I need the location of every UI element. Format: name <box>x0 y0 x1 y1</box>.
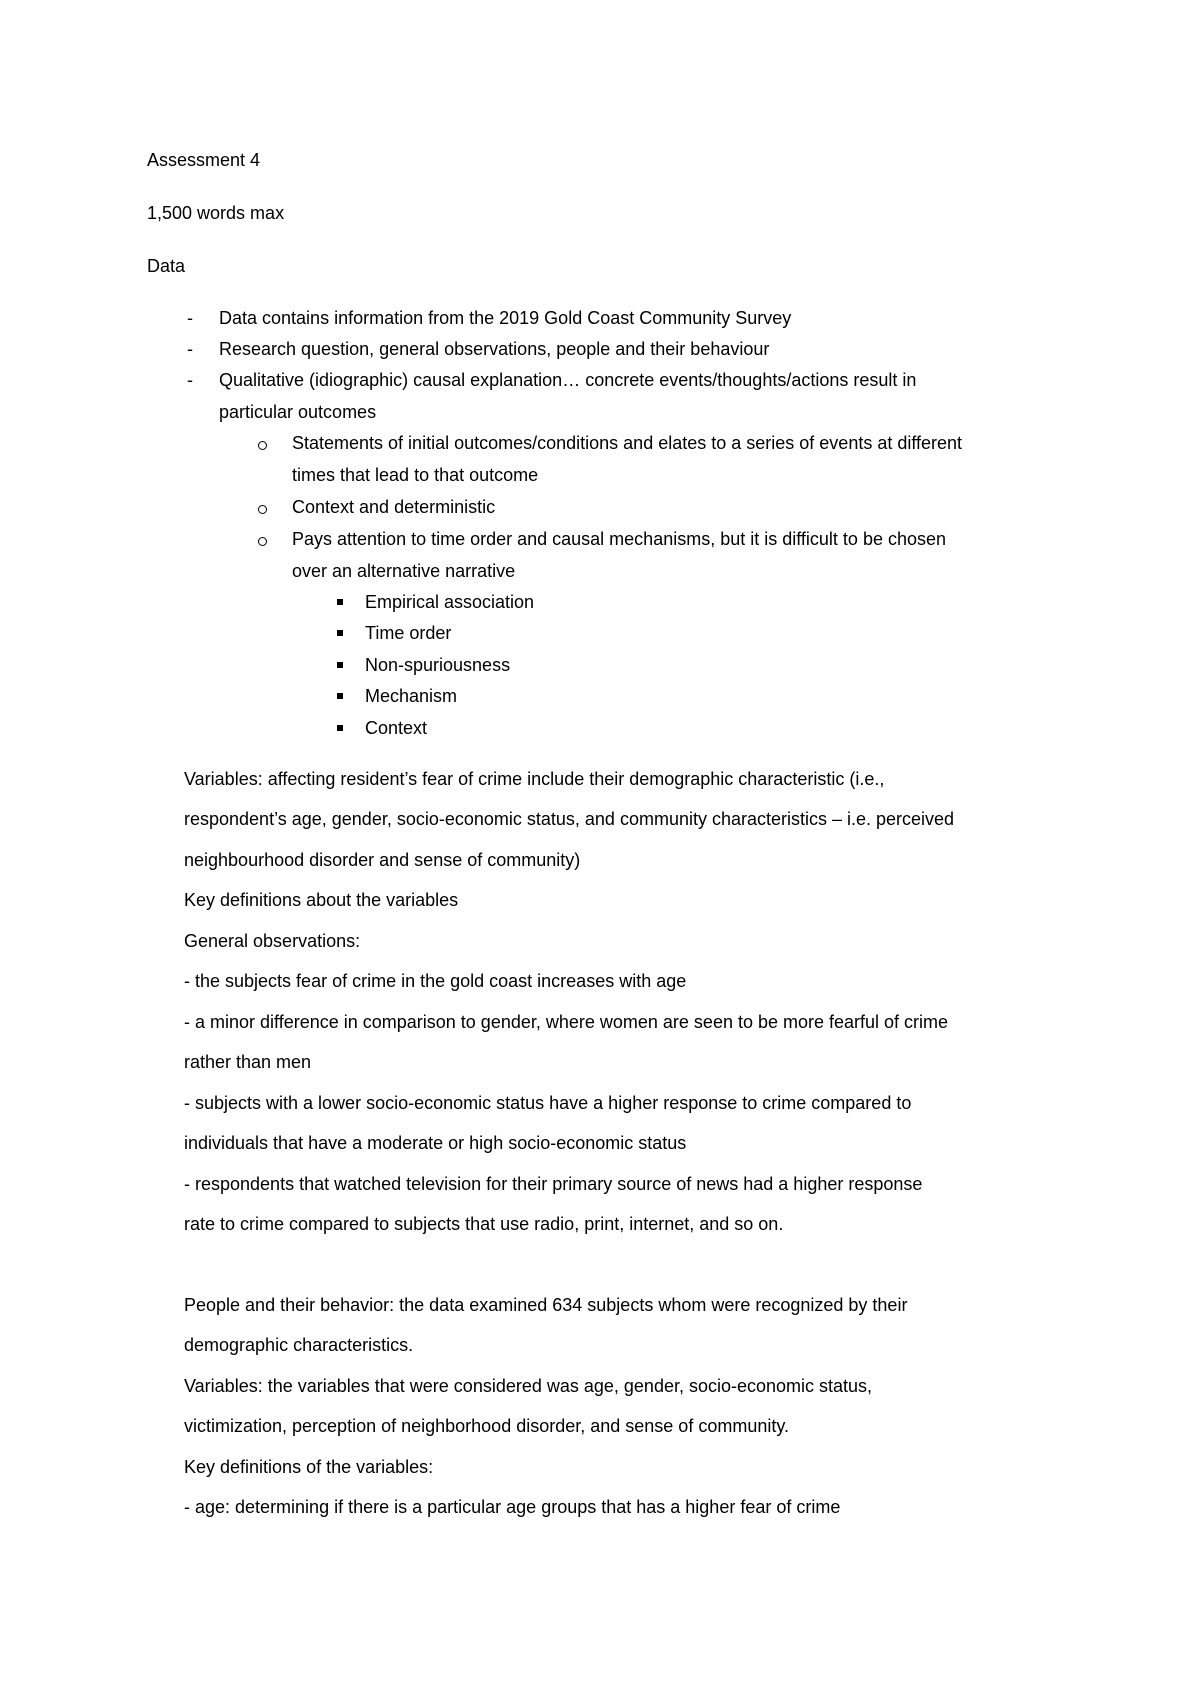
body-line: rate to crime compared to subjects that use radio, print, internet, and so on. <box>184 1214 784 1234</box>
body-line: - a minor difference in comparison to gender, where women are seen to be more fearful of crime <box>184 1012 949 1032</box>
body-line: - the subjects fear of crime in the gold coast increases with age <box>184 971 687 991</box>
criteria-item: Non-spuriousness <box>365 655 511 675</box>
list-item-continuation: particular outcomes <box>219 402 377 422</box>
body-line: individuals that have a moderate or high socio-economic status <box>184 1133 687 1153</box>
body-line: Variables: the variables that were considered was age, gender, socio-economic status, <box>184 1376 873 1396</box>
square-bullet <box>337 725 343 731</box>
word-limit: 1,500 words max <box>147 203 285 223</box>
body-line: Key definitions about the variables <box>184 890 459 910</box>
criteria-item: Mechanism <box>365 686 458 706</box>
body-line: People and their behavior: the data examined 634 subjects whom were recognized by their <box>184 1295 908 1315</box>
sub-list-item: Pays attention to time order and causal mechanisms, but it is difficult to be chosen <box>292 529 947 549</box>
body-line: victimization, perception of neighborhood disorder, and sense of community. <box>184 1416 790 1436</box>
sub-list-item-continuation: times that lead to that outcome <box>292 465 539 485</box>
list-item: Qualitative (idiographic) causal explanation… concrete events/thoughts/actions result in <box>219 370 917 390</box>
body-line: neighbourhood disorder and sense of community) <box>184 850 581 870</box>
square-bullet <box>337 662 343 668</box>
sub-list-item-continuation: over an alternative narrative <box>292 561 516 581</box>
criteria-item: Empirical association <box>365 592 535 612</box>
body-line: Variables: affecting resident’s fear of crime include their demographic characteristic (i.e., <box>184 769 885 789</box>
dash-bullet: - <box>187 339 193 359</box>
sub-list-item: Statements of initial outcomes/conditions and elates to a series of events at different <box>292 433 963 453</box>
body-line: rather than men <box>184 1052 312 1072</box>
body-line: demographic characteristics. <box>184 1335 414 1355</box>
circle-bullet <box>258 505 267 514</box>
list-item: Research question, general observations, people and their behaviour <box>219 339 770 359</box>
body-line: - age: determining if there is a particular age groups that has a higher fear of crime <box>184 1497 841 1517</box>
criteria-item: Time order <box>365 623 452 643</box>
section-heading: Data <box>147 256 186 276</box>
dash-bullet: - <box>187 308 193 328</box>
square-bullet <box>337 693 343 699</box>
dash-bullet: - <box>187 370 193 390</box>
body-line: - respondents that watched television for their primary source of news had a higher response <box>184 1174 923 1194</box>
square-bullet <box>337 630 343 636</box>
body-line: - subjects with a lower socio-economic status have a higher response to crime compared to <box>184 1093 912 1113</box>
circle-bullet <box>258 537 267 546</box>
criteria-item: Context <box>365 718 428 738</box>
list-item: Data contains information from the 2019 Gold Coast Community Survey <box>219 308 792 328</box>
body-line: Key definitions of the variables: <box>184 1457 434 1477</box>
body-line: respondent’s age, gender, socio-economic status, and community characteristics – i.e. perceived <box>184 809 955 829</box>
square-bullet <box>337 599 343 605</box>
body-line: General observations: <box>184 931 361 951</box>
circle-bullet <box>258 441 267 450</box>
document-title: Assessment 4 <box>147 150 261 170</box>
sub-list-item: Context and deterministic <box>292 497 496 517</box>
